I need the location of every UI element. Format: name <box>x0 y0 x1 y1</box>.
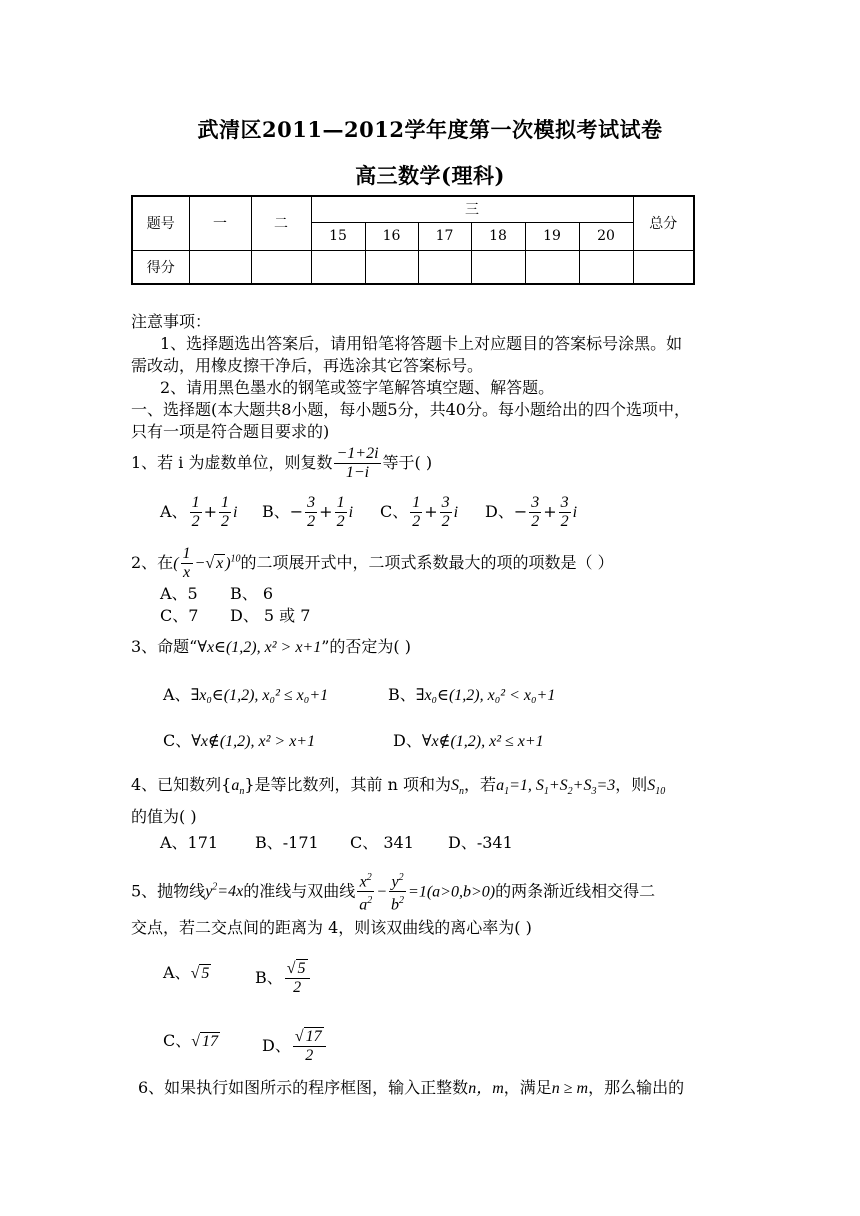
q1-fraction: $\frac{-1+2i}{1-i}$ <box>336 445 379 481</box>
question-5: 5、抛物线$y^2=4x$的准线与双曲线 $\frac{x^2}{a^2}$ − $\frac{y^2}{b^2}$ =1(a>0,b>0)的两条渐近线相交得二 <box>131 869 655 915</box>
q3-option-b[interactable]: B、∃x₀∈(1,2), x₀² < x₀+1 <box>388 685 556 704</box>
question-2: 2、在( $\frac{1}{x}$ −√ x )$^{10}$的二项展开式中，二项式系数最大的项的项数是（ ） <box>131 545 614 581</box>
q5-option-b[interactable]: B、 $\frac{√ 5}{2}$ <box>255 960 312 997</box>
question-1: 1、若 i 为虚数单位，则复数 $\frac{-1+2i}{1-i}$ 等于( ) <box>131 445 433 481</box>
row-label-score: 得分 <box>132 250 189 284</box>
note-1a: 1、选择题选出答案后，请用铅笔将答题卡上对应题目的答案标号涂黑。如 <box>160 334 683 353</box>
score-cell[interactable] <box>418 250 471 284</box>
q2-option-d[interactable]: D、 5 或 7 <box>230 606 311 625</box>
question-4: 4、已知数列$\{a_n\}$是等比数列，其前 n 项和为$S_n$，若$a_1=1$, $S_1+S_2+S_3=3$，则$S_{10}$ <box>131 775 666 798</box>
score-cell[interactable] <box>471 250 525 284</box>
score-cell[interactable] <box>251 250 311 284</box>
score-cell[interactable] <box>579 250 633 284</box>
score-cell[interactable] <box>311 250 365 284</box>
col-q18: 18 <box>471 222 525 250</box>
col-q17: 17 <box>418 222 471 250</box>
col-total: 总分 <box>633 196 694 250</box>
question-4-cont: 的值为( ) <box>131 807 197 826</box>
question-6: 6、如果执行如图所示的程序框图，输入正整数n，m，满足n ≥ m，那么输出的 <box>138 1078 685 1097</box>
exam-subtitle: 高三数学(理科) <box>355 163 505 188</box>
col-part-2: 二 <box>251 196 311 250</box>
score-cell[interactable] <box>633 250 694 284</box>
q3-option-c[interactable]: C、∀x∉(1,2), x² > x+1 <box>163 731 316 750</box>
col-part-1: 一 <box>189 196 251 250</box>
q4-option-d[interactable]: D、-341 <box>448 833 513 852</box>
score-cell[interactable] <box>365 250 418 284</box>
q5-option-c[interactable]: C、√ 17 <box>163 1031 219 1050</box>
q4-option-a[interactable]: A、171 <box>160 833 219 852</box>
q3-option-d[interactable]: D、∀x∉(1,2), x² ≤ x+1 <box>393 731 544 750</box>
notes-heading: 注意事项： <box>131 312 212 331</box>
exam-title: 武清区2011—2012学年度第一次模拟考试试卷 <box>197 117 663 142</box>
q4-option-b[interactable]: B、-171 <box>255 833 319 852</box>
col-part-3: 三 <box>311 196 633 222</box>
note-1b: 需改动，用橡皮擦干净后，再选涂其它答案标号。 <box>131 356 484 375</box>
score-cell[interactable] <box>525 250 579 284</box>
q5-option-d[interactable]: D、 $\frac{√ 17}{2}$ <box>262 1028 328 1065</box>
score-table <box>131 195 695 285</box>
question-3: 3、命题“∀x∈(1,2), x² > x+1”的否定为( ) <box>131 637 411 656</box>
q4-option-c[interactable]: C、 341 <box>350 833 414 852</box>
q1-option-a[interactable]: A、 $\frac{1}{2}$ + $\frac{1}{2}$ i <box>160 494 238 530</box>
col-q20: 20 <box>579 222 633 250</box>
q2-option-b[interactable]: B、 6 <box>230 584 274 603</box>
col-q16: 16 <box>365 222 418 250</box>
row-label-question-no: 题号 <box>132 196 189 250</box>
section1-heading: 一、选择题(本大题共8小题，每小题5分，共40分。每小题给出的四个选项中， <box>131 400 690 419</box>
col-q19: 19 <box>525 222 579 250</box>
q2-option-c[interactable]: C、7 <box>160 606 199 625</box>
score-cell[interactable] <box>189 250 251 284</box>
q1-option-b[interactable]: B、− $\frac{3}{2}$ + $\frac{1}{2}$ i <box>262 494 354 530</box>
q3-option-a[interactable]: A、∃x₀∈(1,2), x₀² ≤ x₀+1 <box>163 685 329 704</box>
section1-heading-cont: 只有一项是符合题目要求的) <box>131 422 330 441</box>
question-5-cont: 交点，若二交点间的距离为 4，则该双曲线的离心率为( ) <box>131 918 532 937</box>
q1-option-c[interactable]: C、 $\frac{1}{2}$ + $\frac{3}{2}$ i <box>380 494 459 530</box>
note-2: 2、请用黑色墨水的钢笔或签字笔解答填空题、解答题。 <box>160 378 555 397</box>
q2-option-a[interactable]: A、5 <box>160 584 198 603</box>
col-q15: 15 <box>311 222 365 250</box>
q1-option-d[interactable]: D、− $\frac{3}{2}$ + $\frac{3}{2}$ i <box>485 494 578 530</box>
q5-option-a[interactable]: A、√ 5 <box>163 963 210 982</box>
